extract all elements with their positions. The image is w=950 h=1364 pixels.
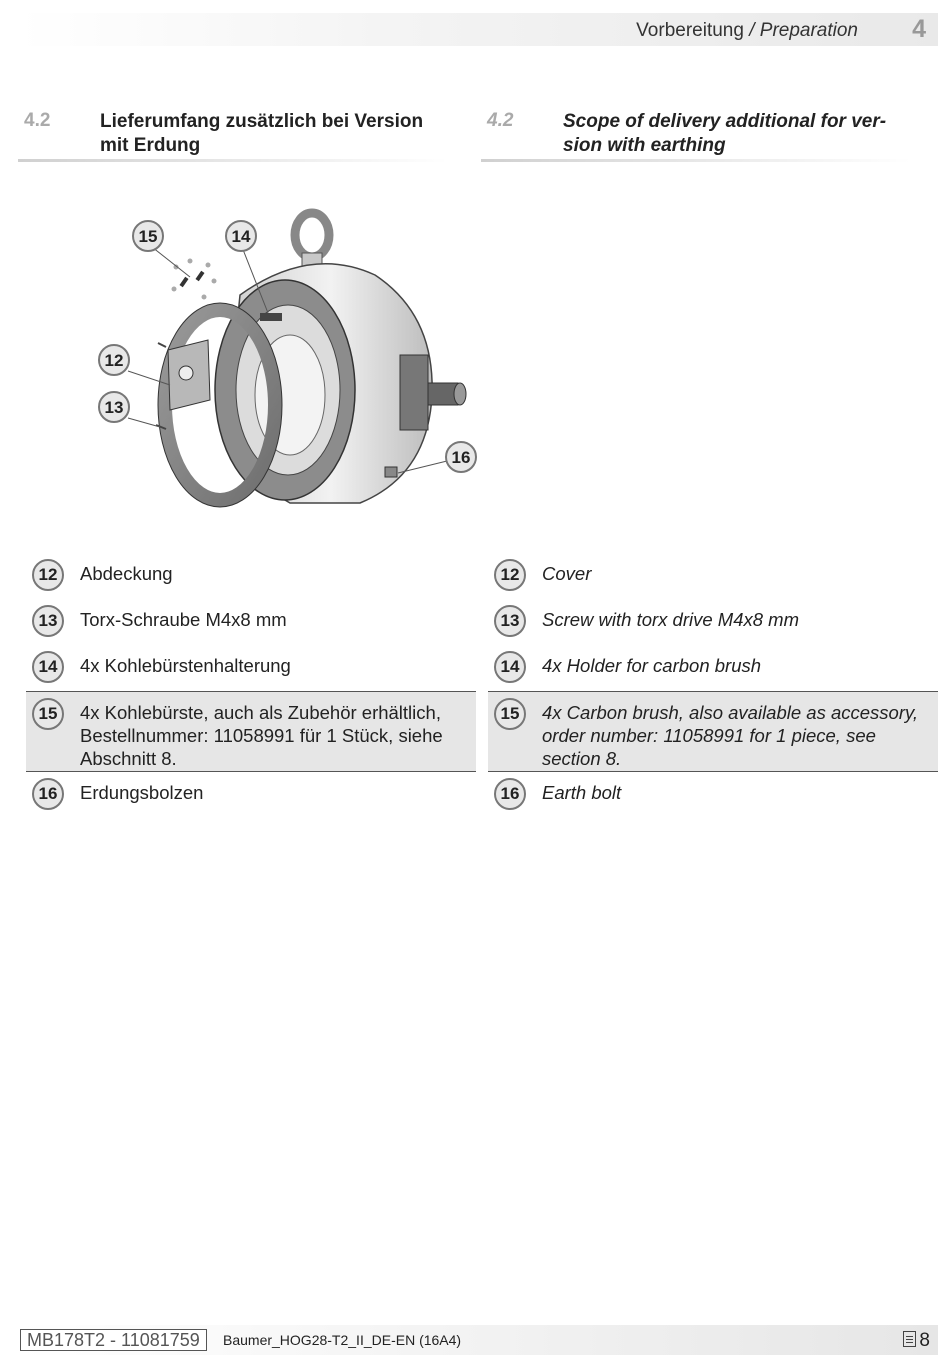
list-item [26, 553, 476, 599]
section-title-de: Lieferumfang zusätzlich bei Version mit Erdung [100, 111, 424, 156]
section-number-en: 4.2 [487, 110, 514, 131]
document-name: Baumer_HOG28-T2_II_DE-EN (16A4) [223, 1332, 462, 1348]
header-title [636, 20, 858, 42]
callout-13 [99, 392, 129, 422]
list-item-highlighted [488, 691, 938, 772]
page-icon [903, 1331, 916, 1347]
callout-12 [99, 345, 129, 375]
connector-end [454, 383, 466, 405]
page-number [903, 1330, 930, 1352]
item-number-badge: 16 [494, 778, 526, 810]
item-text: 4x Kohlebürstenhalterung [80, 655, 291, 676]
carbon-brushes [172, 259, 217, 300]
section-number-de: 4.2 [24, 110, 51, 131]
item-text: Abdeckung [80, 563, 173, 584]
parts-list-en [488, 553, 938, 818]
item-number-badge: 12 [494, 559, 526, 591]
item-text: 4x Kohlebürste, auch als Zubehör erhältlich, Bestellnummer: 11058991 für 1 Stück, siehe Abschnitt 8. [80, 702, 443, 769]
document-id: MB178T2 - 11081759 [20, 1329, 207, 1351]
svg-text:16: 16 [451, 448, 471, 467]
list-item [26, 645, 476, 691]
page-footer [18, 1325, 938, 1355]
item-number-badge: 12 [32, 559, 64, 591]
list-item [26, 599, 476, 645]
list-item-highlighted [26, 691, 476, 772]
item-number-badge: 14 [494, 651, 526, 683]
item-text: Torx-Schraube M4x8 mm [80, 609, 287, 630]
item-text: Cover [542, 563, 592, 584]
item-number-badge: 16 [32, 778, 64, 810]
section-rule-en [481, 159, 911, 162]
item-text: Earth bolt [542, 782, 622, 803]
page-header [18, 13, 938, 46]
list-item [488, 772, 938, 818]
item-number-badge: 13 [32, 605, 64, 637]
item-text: 4x Holder for carbon brush [542, 655, 762, 676]
item-number-badge: 15 [32, 698, 64, 730]
header-title-en: Preparation [759, 20, 858, 41]
svg-text:14: 14 [231, 227, 251, 246]
list-item [488, 645, 938, 691]
svg-text:13: 13 [104, 398, 124, 417]
svg-text:12: 12 [104, 351, 124, 370]
lifting-eye [295, 213, 329, 257]
callout-16 [446, 442, 476, 472]
list-item [488, 599, 938, 645]
connector-box [400, 355, 428, 430]
parts-list-de [26, 553, 476, 818]
list-item [26, 772, 476, 818]
section-title-en: Scope of delivery additional for ver-sion with earthing [563, 111, 887, 156]
header-separator: / [743, 20, 760, 41]
item-number-badge: 14 [32, 651, 64, 683]
brush-holder [260, 313, 282, 321]
section-rule-de [18, 159, 448, 162]
item-number-badge: 13 [494, 605, 526, 637]
section-heading-de [18, 108, 458, 162]
encoder-illustration [90, 205, 490, 515]
page-number-value: 8 [919, 1330, 930, 1351]
svg-text:15: 15 [138, 227, 158, 246]
item-text: Erdungsbolzen [80, 782, 204, 803]
bracket-hole [179, 366, 193, 380]
item-text: 4x Carbon brush, also available as accessory, order number: 11058991 for 1 piece, see section 8. [542, 702, 919, 769]
section-heading-en [481, 108, 921, 162]
item-text: Screw with torx drive M4x8 mm [542, 609, 799, 630]
item-number-badge: 15 [494, 698, 526, 730]
callout-15 [133, 221, 163, 251]
header-title-de: Vorbereitung [636, 20, 744, 41]
list-item [488, 553, 938, 599]
chapter-number: 4 [912, 15, 926, 43]
earth-bolt [385, 467, 397, 477]
callout-14 [226, 221, 256, 251]
